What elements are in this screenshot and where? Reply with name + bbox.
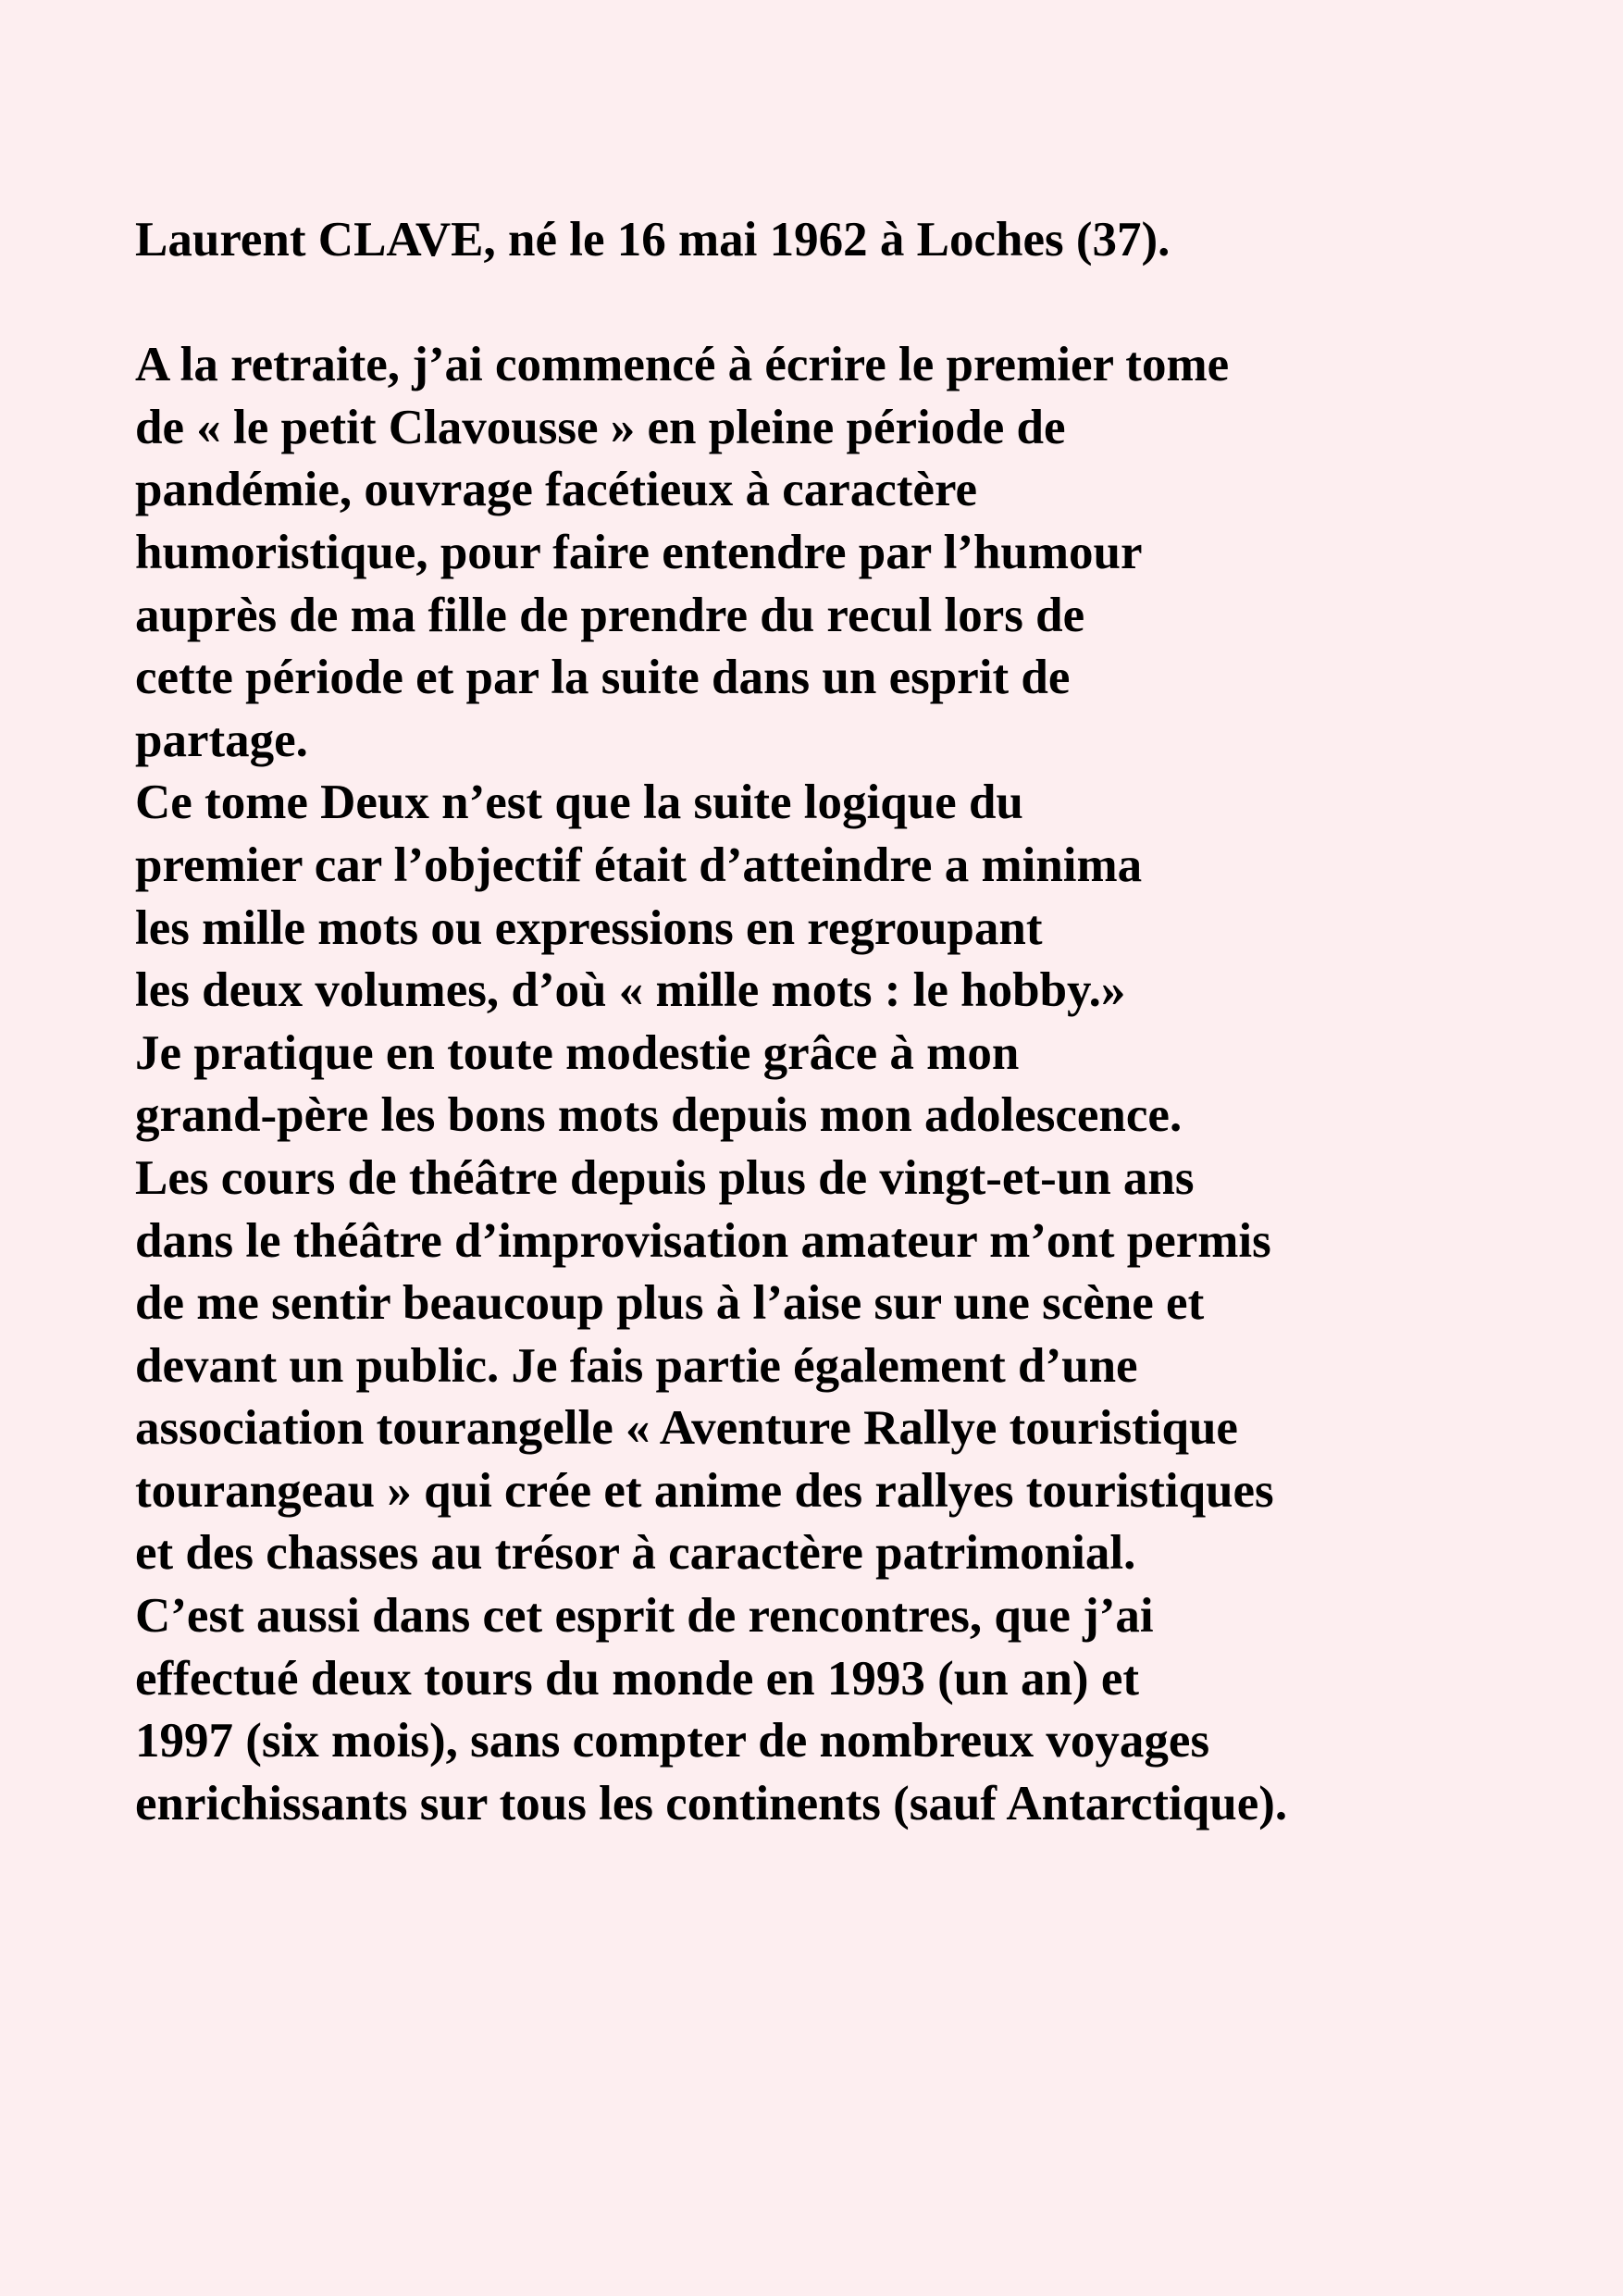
author-heading-line: Laurent CLAVE, né le 16 mai 1962 à Loches (37). [135, 213, 1171, 267]
body-line: premier car l’objectif était d’atteindre a minima [135, 838, 1143, 892]
body-line: partage. [135, 713, 308, 767]
author-biography [135, 209, 1579, 1835]
body-line: association tourangelle « Aventure Rallye touristique [135, 1401, 1238, 1456]
body-line: dans le théâtre d’improvisation amateur m’ont permis [135, 1213, 1271, 1268]
body-line: 1997 (six mois), sans compter de nombreux voyages [135, 1714, 1210, 1769]
body-line: de me sentir beaucoup plus à l’aise sur une scène et [135, 1276, 1205, 1331]
biography-body [135, 334, 1579, 1835]
body-line: pandémie, ouvrage facétieux à caractère [135, 463, 978, 517]
paragraph-spacer [135, 272, 1579, 335]
body-line: A la retraite, j’ai commencé à écrire le premier tome [135, 338, 1230, 392]
body-line: auprès de ma fille de prendre du recul lors de [135, 588, 1085, 642]
body-line: C’est aussi dans cet esprit de rencontres, que j’ai [135, 1589, 1154, 1644]
body-line: devant un public. Je fais partie également d’une [135, 1338, 1138, 1393]
body-line: les mille mots ou expressions en regroupant [135, 900, 1043, 955]
body-line: enrichissants sur tous les continents (sauf Antarctique). [135, 1776, 1288, 1831]
body-line: Je pratique en toute modestie grâce à mon [135, 1025, 1020, 1080]
body-line: tourangeau » qui crée et anime des rallyes touristiques [135, 1463, 1274, 1518]
body-line: cette période et par la suite dans un esprit de [135, 651, 1071, 705]
body-line: et des chasses au trésor à caractère patrimonial. [135, 1526, 1136, 1581]
body-line: grand-père les bons mots depuis mon adolescence. [135, 1088, 1183, 1143]
body-line: humoristique, pour faire entendre par l’humour [135, 525, 1143, 579]
body-line: Les cours de théâtre depuis plus de vingt-et-un ans [135, 1150, 1195, 1205]
body-line: effectué deux tours du monde en 1993 (un an) et [135, 1651, 1139, 1706]
body-line: les deux volumes, d’où « mille mots : le hobby.» [135, 963, 1126, 1018]
body-line: de « le petit Clavousse » en pleine période de [135, 400, 1066, 454]
body-line: Ce tome Deux n’est que la suite logique du [135, 776, 1023, 830]
